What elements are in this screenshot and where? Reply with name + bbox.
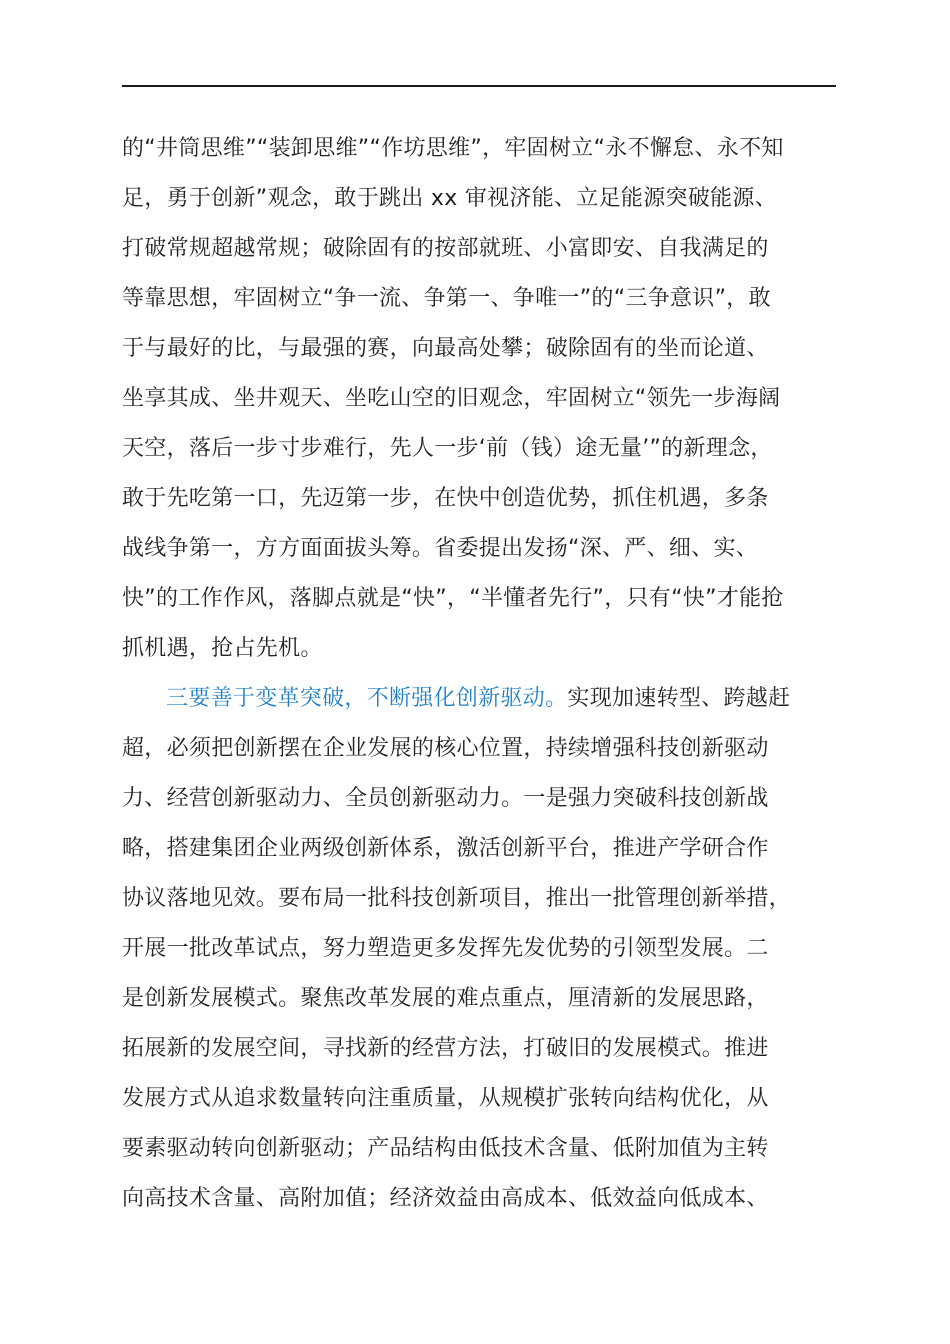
text-line: 战线争第一，方方面面拔头筹。省委提出发扬“深、严、细、实、 [122, 536, 759, 561]
text-line: 于与最好的比，与最强的赛，向最高处攀；破除固有的坐而论道、 [122, 336, 769, 361]
text-segment: 实现加速转型、跨越赶 [567, 686, 791, 711]
paragraph-first-line [122, 674, 836, 724]
document-body [122, 124, 836, 1224]
text-line: 协议落地见效。要布局一批科技创新项目，推出一批管理创新举措， [122, 886, 792, 911]
text-line: 的“井筒思维”“装卸思维”“作坊思维”，牢固树立“永不懈怠、永不知 [122, 136, 784, 161]
text-line: 天空，落后一步寸步难行，先人一步‘前（钱）途无量’”的新理念， [122, 436, 773, 461]
text-line: 足，勇于创新”观念，敢于跳出 xx 审视济能、立足能源突破能源、 [122, 186, 778, 211]
text-line: 等靠思想，牢固树立“争一流、争第一、争唯一”的“三争意识”，敢 [122, 286, 771, 311]
text-line: 抓机遇，抢占先机。 [122, 636, 323, 661]
text-line: 敢于先吃第一口，先迈第一步，在快中创造优势，抓住机遇，多条 [122, 486, 769, 511]
text-line: 要素驱动转向创新驱动；产品结构由低技术含量、低附加值为主转 [122, 1136, 769, 1161]
text-line: 向高技术含量、高附加值；经济效益由高成本、低效益向低成本、 [122, 1186, 769, 1211]
text-line: 力、经营创新驱动力、全员创新驱动力。一是强力突破科技创新战 [122, 786, 769, 811]
text-line: 是创新发展模式。聚焦改革发展的难点重点，厘清新的发展思路， [122, 986, 769, 1011]
text-line: 发展方式从追求数量转向注重质量，从规模扩张转向结构优化，从 [122, 1086, 769, 1111]
text-line: 略，搭建集团企业两级创新体系，激活创新平台，推进产学研合作 [122, 836, 769, 861]
text-line: 超，必须把创新摆在企业发展的核心位置，持续增强科技创新驱动 [122, 736, 769, 761]
text-line: 坐享其成、坐井观天、坐吃山空的旧观念，牢固树立“领先一步海阔 [122, 386, 781, 411]
header-rule [122, 85, 836, 87]
paragraph-1 [122, 124, 836, 674]
paragraph-2 [122, 674, 836, 1224]
text-line: 开展一批改革试点，努力塑造更多发挥先发优势的引领型发展。二 [122, 936, 769, 961]
text-line: 拓展新的发展空间，寻找新的经营方法，打破旧的发展模式。推进 [122, 1036, 769, 1061]
section-heading: 三要善于变革突破，不断强化创新驱动。 [166, 686, 568, 711]
text-line: 快”的工作作风，落脚点就是“快”，“半懂者先行”，只有“快”才能抢 [122, 586, 784, 611]
text-line: 打破常规超越常规；破除固有的按部就班、小富即安、自我满足的 [122, 236, 769, 261]
